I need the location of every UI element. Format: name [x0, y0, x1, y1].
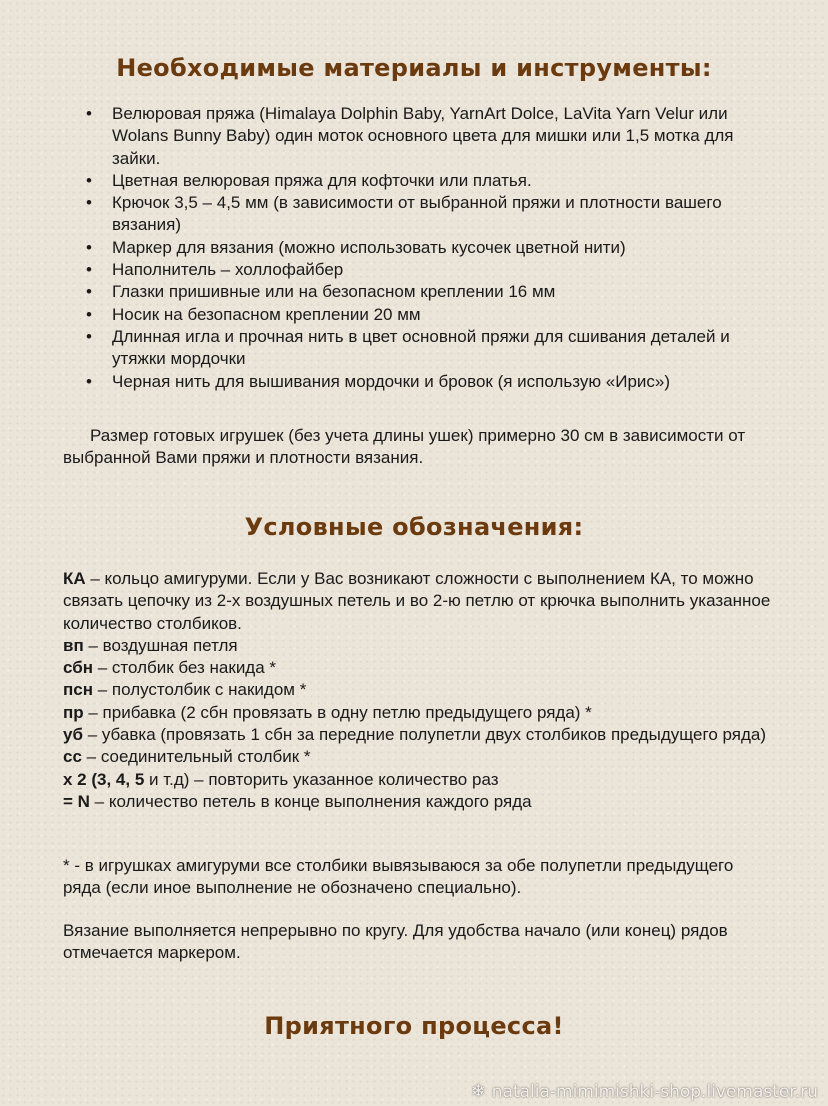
legend-row: [63, 791, 773, 813]
watermark: [471, 1081, 818, 1102]
legend-heading: Условные обозначения:: [244, 513, 584, 541]
legend-desc: – соединительный столбик *: [81, 747, 311, 767]
legend-desc: – кольцо амигуруми. Если у Вас возникают сложности с выполнением КА, то можно связать цепочку из 2-х воздушных петель и во 2-ю петлю от крючка выполнить указанное количество столбиков.: [63, 569, 771, 633]
legend-term: = N: [63, 791, 90, 811]
watermark-text: natalia-mimimishki-shop.livemaster.ru: [491, 1081, 818, 1102]
legend-row: [63, 769, 773, 791]
legend-list: [63, 568, 773, 813]
closing-heading: Приятного процесса!: [264, 1012, 564, 1040]
legend-term: сбн: [63, 658, 93, 678]
legend-desc: – количество петель в конце выполнения каждого ряда: [89, 791, 532, 811]
legend-row: [63, 635, 773, 657]
snowflake-logo-icon: ❄: [470, 1081, 486, 1102]
legend-desc: – столбик без накида *: [93, 658, 277, 678]
legend-term: пр: [63, 702, 84, 722]
size-note: Размер готовых игрушек (без учета длины ушек) примерно 30 см в зависимости от выбранной Вами пряжи и плотности вязания.: [63, 426, 746, 468]
list-item: • Цветная велюровая пряжа для кофточки или платья.: [72, 170, 762, 192]
legend-desc: – прибавка (2 сбн провязать в одну петлю предыдущего ряда) *: [83, 702, 592, 722]
legend-row: [63, 679, 773, 701]
legend-desc: – полустолбик с накидом *: [93, 680, 307, 700]
list-item: • Черная нить для вышивания мордочки и бровок (я использую «Ирис»): [72, 371, 762, 393]
legend-desc: – воздушная петля: [83, 635, 238, 655]
list-item: • Маркер для вязания (можно использовать кусочек цветной нити): [72, 237, 762, 259]
materials-heading: Необходимые материалы и инструменты:: [116, 54, 712, 82]
list-item: • Наполнитель – холлофайбер: [72, 259, 762, 281]
legend-row: [63, 657, 773, 679]
legend-row: [63, 746, 773, 768]
legend-term: x 2 (3, 4, 5: [63, 769, 145, 789]
legend-desc: и т.д) – повторить указанное количество раз: [144, 769, 499, 789]
legend-desc: – убавка (провязать 1 сбн за передние полупетли двух столбиков предыдущего ряда): [82, 725, 766, 745]
list-item: • Крючок 3,5 – 4,5 мм (в зависимости от выбранной пряжи и плотности вашего вязания): [72, 192, 762, 237]
legend-term: вп: [63, 635, 84, 655]
legend-row: [63, 568, 773, 635]
legend-term: КА: [63, 569, 86, 588]
legend-term: уб: [63, 725, 83, 745]
list-item: • Глазки пришивные или на безопасном креплении 16 мм: [72, 281, 762, 303]
list-item: • Велюровая пряжа (Himalaya Dolphin Baby, YarnArt Dolce, LaVita Yarn Velur или Wolans Bunny Baby) один моток основного цвета для мишки или 1,5 мотка для зайки.: [72, 103, 762, 170]
legend-term: псн: [63, 680, 93, 700]
list-item: • Носик на безопасном креплении 20 мм: [72, 304, 762, 326]
legend-row: [63, 724, 773, 746]
legend-term: сс: [63, 747, 82, 767]
round-knitting-note: Вязание выполняется непрерывно по кругу. Для удобства начало (или конец) рядов отмечается маркером.: [63, 921, 728, 963]
legend-row: [63, 702, 773, 724]
materials-list: [72, 103, 762, 393]
list-item: • Длинная игла и прочная нить в цвет основной пряжи для сшивания деталей и утяжки мордочки: [72, 326, 762, 371]
asterisk-note: * - в игрушках амигуруми все столбики вывязываюся за обе полупетли предыдущего ряда (если иное выполнение не обозначено специально).: [63, 856, 734, 898]
